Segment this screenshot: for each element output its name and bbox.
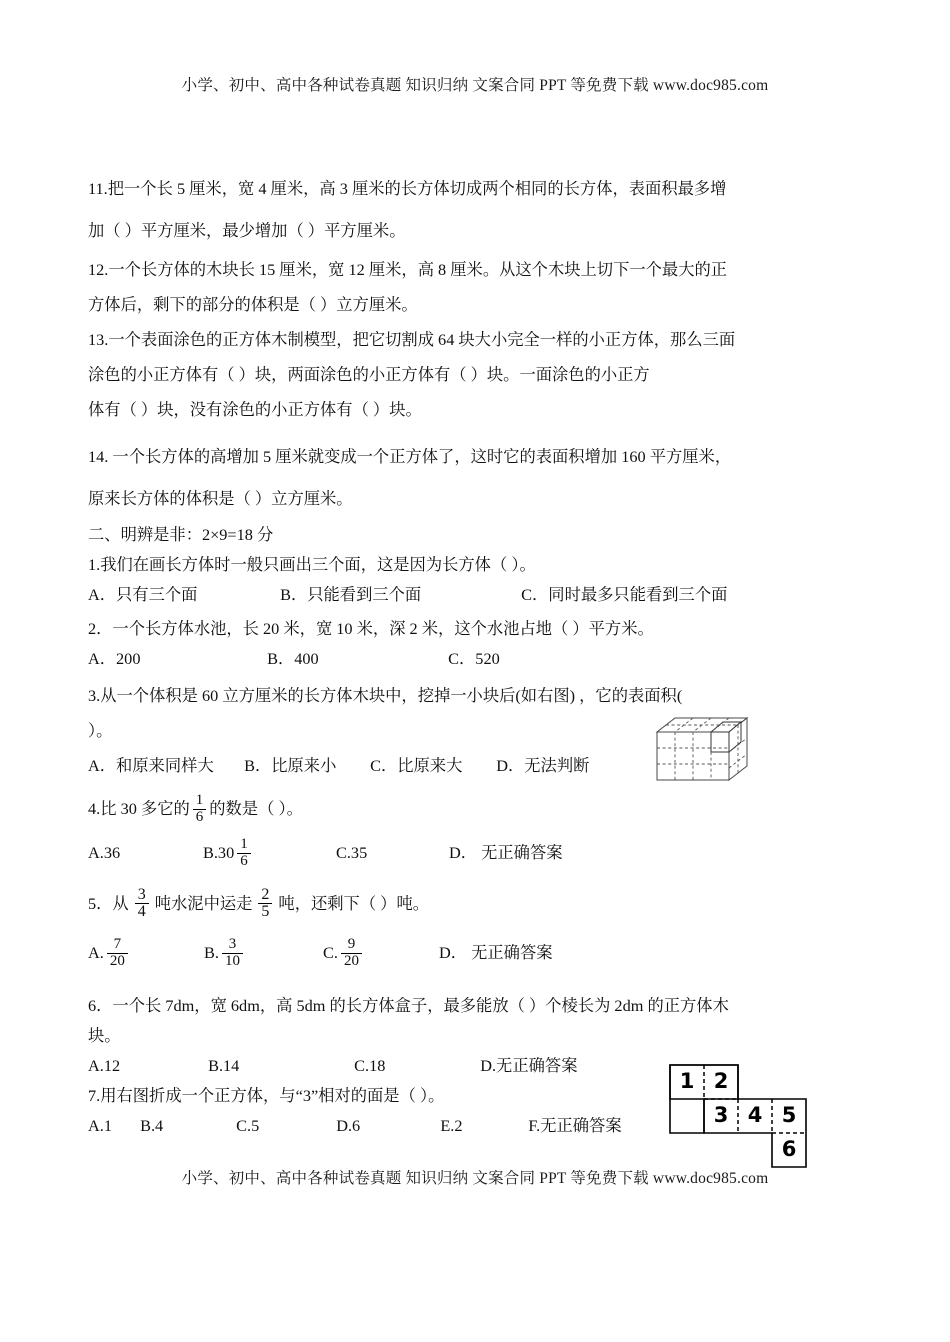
- option-a[interactable]: A.36: [88, 843, 121, 862]
- question-12-line-2: 方体后，剩下的部分的体积是（ ）立方厘米。: [88, 295, 418, 314]
- section2-question-4: [88, 787, 870, 875]
- option-f[interactable]: F.无正确答案: [528, 1116, 622, 1135]
- option-d[interactable]: D.无正确答案: [480, 1056, 578, 1075]
- section2-question-2-options: [88, 644, 870, 674]
- fraction-numerator: 3: [135, 887, 149, 905]
- net-cell-5: 5: [781, 1103, 797, 1127]
- fraction-denominator: 5: [261, 903, 270, 921]
- section2-question-6-line-1: 6．一个长 7dm，宽 6dm，高 5dm 的长方体盒子，最多能放（ ）个棱长为 2dm 的正方体木: [88, 996, 729, 1015]
- fraction-numerator: 1: [237, 837, 251, 854]
- option-c[interactable]: C．520: [448, 649, 500, 668]
- question-14-line-2: 原来长方体的体积是（ ）立方厘米。: [88, 489, 353, 508]
- notched-box-svg: [655, 712, 765, 794]
- question-5-stem-mid: 吨水泥中运走: [154, 894, 253, 913]
- option-a[interactable]: A.1: [88, 1116, 112, 1135]
- cube-net-diagram: [668, 1063, 820, 1168]
- option-b[interactable]: B.14: [208, 1056, 240, 1075]
- section2-question-5: [88, 879, 870, 977]
- question-12: [88, 252, 870, 322]
- option-c[interactable]: C.5: [236, 1116, 260, 1135]
- option-b[interactable]: [203, 831, 336, 875]
- section2-question-3-stem-line-2: ）。: [88, 721, 113, 740]
- option-a[interactable]: A.12: [88, 1056, 121, 1075]
- option-d[interactable]: D． 无正确答案: [439, 943, 553, 962]
- fraction-seven-twentieths: [107, 937, 128, 969]
- fraction-one-sixth: [193, 793, 207, 825]
- section2-question-2: [88, 614, 870, 674]
- option-b-label: B.: [204, 943, 219, 962]
- notched-rectangular-box-diagram: [655, 712, 765, 794]
- fraction-denominator: 10: [224, 952, 240, 969]
- option-b[interactable]: [204, 929, 323, 977]
- fraction-numerator: 2: [258, 887, 272, 905]
- net-cell-2: 2: [713, 1069, 729, 1093]
- fraction-three-fourths: [135, 887, 149, 921]
- question-11-line-2: 加（ ）平方厘米，最少增加（ ）平方厘米。: [88, 221, 406, 240]
- spacer: [88, 427, 870, 436]
- fraction-three-tenths: [222, 937, 243, 969]
- net-cell-6: 6: [781, 1137, 797, 1161]
- section2-question-7-stem: 7.用右图折成一个正方体，与“3”相对的面是（ ）。: [88, 1086, 445, 1105]
- option-a[interactable]: A．只有三个面: [88, 585, 198, 604]
- question-13-line-3: 体有（ ）块，没有涂色的小正方体有（ ）块。: [88, 400, 422, 419]
- option-c[interactable]: C．同时最多只能看到三个面: [521, 585, 728, 604]
- option-b-label: B.30: [203, 843, 235, 862]
- spacer: [88, 977, 870, 991]
- section2-question-1-options: [88, 580, 870, 610]
- net-cell-1: 1: [679, 1069, 695, 1093]
- option-d[interactable]: D． 无正确答案: [449, 843, 563, 862]
- question-5-stem-post: 吨，还剩下（ ）吨。: [278, 894, 430, 913]
- option-a-label: A.: [88, 943, 104, 962]
- fraction-numerator: 1: [193, 793, 207, 810]
- section2-question-1: [88, 550, 870, 610]
- question-4-stem-post: 的数是（ ）。: [209, 799, 303, 818]
- option-c[interactable]: C.35: [336, 843, 368, 862]
- question-11: [88, 168, 870, 252]
- option-c[interactable]: C．比原来大: [370, 756, 463, 775]
- section2-question-5-options: [88, 929, 870, 977]
- net-cell-4: 4: [747, 1103, 763, 1127]
- question-14-line-1: 14. 一个长方体的高增加 5 厘米就变成一个正方体了，这时它的表面积增加 160 平方厘米，: [88, 447, 732, 466]
- section2-question-6-line-2: 块。: [88, 1026, 121, 1045]
- section2-question-5-stem: [88, 879, 870, 929]
- option-d[interactable]: D.6: [336, 1116, 361, 1135]
- exam-content: [88, 168, 870, 1141]
- question-13-line-1: 13.一个表面涂色的正方体木制模型，把它切割成 64 块大小完全一样的小正方体，那么三面: [88, 330, 736, 349]
- fraction-denominator: 20: [109, 952, 125, 969]
- question-5-stem-pre: 5．从: [88, 894, 129, 913]
- option-b[interactable]: B．400: [267, 649, 319, 668]
- question-4-stem-pre: 4.比 30 多它的: [88, 799, 190, 818]
- option-b[interactable]: B．比原来小: [244, 756, 337, 775]
- option-a[interactable]: [88, 929, 204, 977]
- fraction-denominator: 20: [343, 952, 359, 969]
- option-e[interactable]: E.2: [440, 1116, 463, 1135]
- question-13-line-2: 涂色的小正方体有（ ）块，两面涂色的小正方体有（ ）块。一面涂色的小正方: [88, 365, 650, 384]
- question-13: [88, 322, 870, 427]
- option-c-label: C.: [323, 943, 338, 962]
- option-a[interactable]: A．200: [88, 649, 141, 668]
- section2-question-3-stem-line-1: 3.从一个体积是 60 立方厘米的长方体木块中，挖掉一小块后(如右图) ，它的表面积(: [88, 686, 683, 705]
- header-watermark-banner: 小学、初中、高中各种试卷真题 知识归纳 文案合同 PPT 等免费下载 www.doc985.com: [181, 77, 769, 94]
- fraction-two-fifths: [258, 887, 272, 921]
- section2-question-4-options: [88, 831, 870, 875]
- fraction-nine-twentieths: [341, 937, 362, 969]
- net-cell-3: 3: [713, 1103, 729, 1127]
- question-11-line-1: 11.把一个长 5 厘米，宽 4 厘米，高 3 厘米的长方体切成两个相同的长方体，表面积最多增: [88, 179, 727, 198]
- fraction-denominator: 6: [240, 852, 248, 869]
- question-12-line-1: 12.一个长方体的木块长 15 厘米，宽 12 厘米，高 8 厘米。从这个木块上切下一个最大的正: [88, 260, 728, 279]
- option-a[interactable]: A．和原来同样大: [88, 756, 214, 775]
- question-14: [88, 436, 870, 520]
- option-b[interactable]: B．只能看到三个面: [280, 585, 422, 604]
- fraction-numerator: 7: [107, 937, 128, 954]
- option-b[interactable]: B.4: [140, 1116, 164, 1135]
- option-c[interactable]: [323, 929, 439, 977]
- option-d[interactable]: D．无法判断: [496, 756, 590, 775]
- fraction-denominator: 6: [195, 808, 204, 825]
- fraction-numerator: 9: [341, 937, 362, 954]
- footer-watermark-banner: 小学、初中、高中各种试卷真题 知识归纳 文案合同 PPT 等免费下载 www.doc985.com: [181, 1170, 769, 1187]
- option-c[interactable]: C.18: [354, 1056, 386, 1075]
- section-2-heading: 二、明辨是非：2×9=18 分: [88, 525, 274, 544]
- fraction-denominator: 4: [137, 903, 146, 921]
- fraction-numerator: 3: [222, 937, 243, 954]
- section2-question-2-stem: 2．一个长方体水池，长 20 米，宽 10 米，深 2 米，这个水池占地（ ）平方米。: [88, 619, 654, 638]
- section2-question-1-stem: 1.我们在画长方体时一般只画出三个面，这是因为长方体（ ）。: [88, 555, 536, 574]
- fraction-one-sixth: [237, 837, 251, 869]
